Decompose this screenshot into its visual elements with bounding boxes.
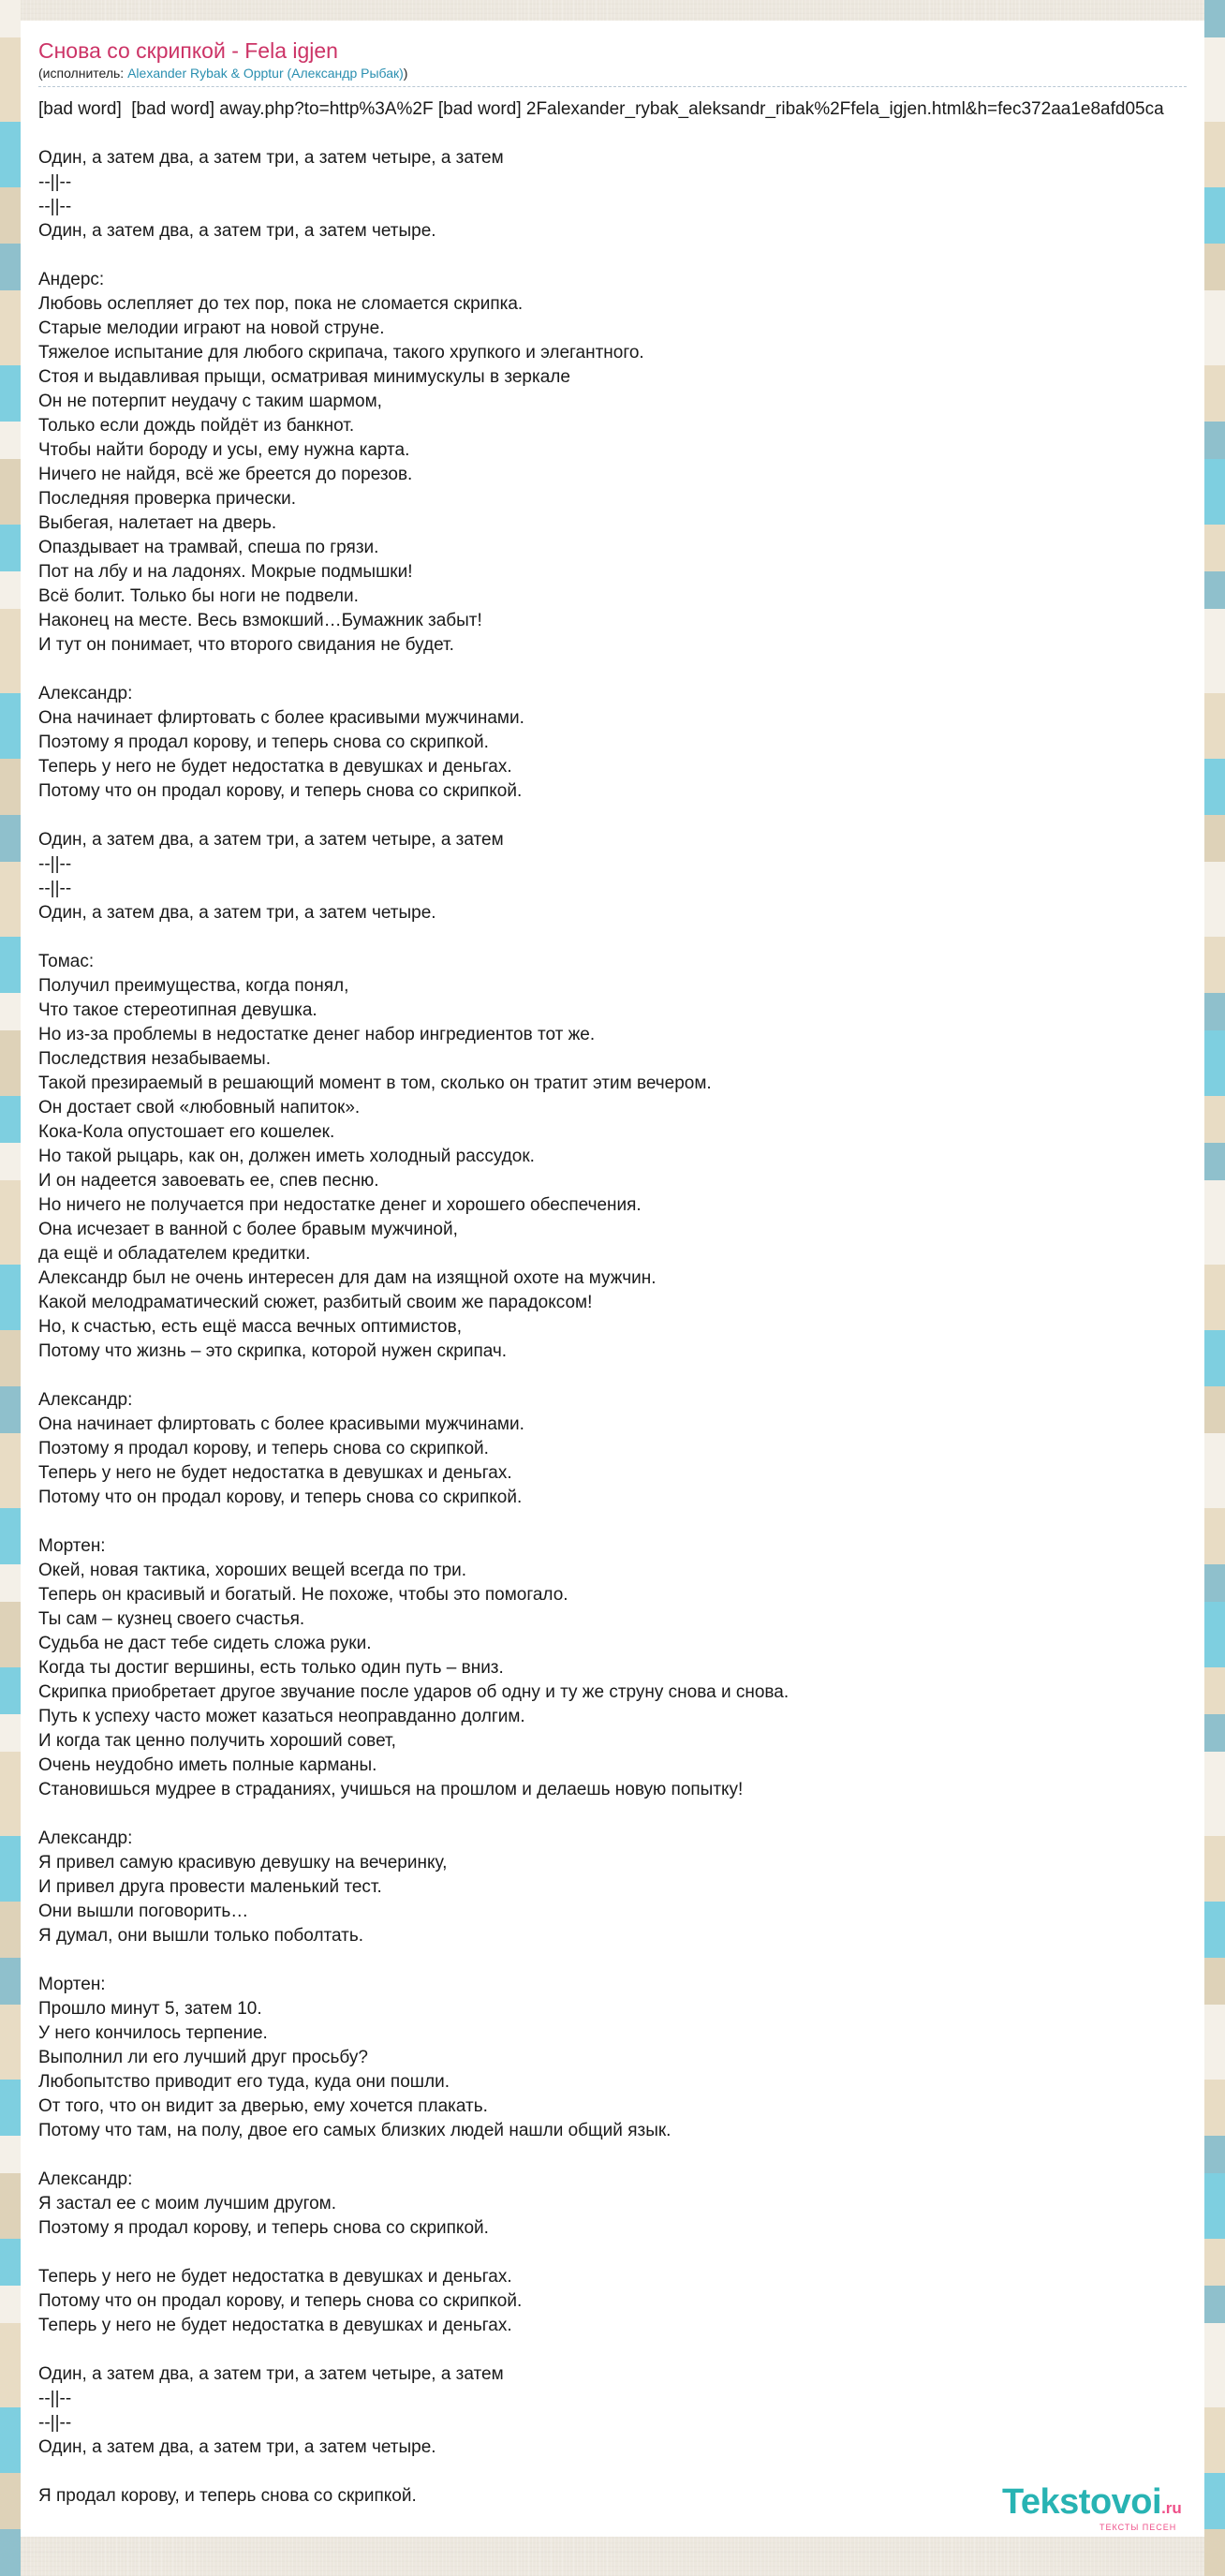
lyrics-line: [bad word] [bad word] away.php?to=http%3A%2F [bad word] 2Falexander_rybak_aleksandr_ribak%2Ffela_igjen.html&h=fec372aa1e8afd05ca	[38, 99, 1164, 119]
lyrics-line: И он надеется завоевать ее, спев песню.	[38, 1171, 379, 1191]
stripe-band	[1204, 0, 1225, 37]
stripe-band	[0, 2136, 21, 2173]
stripe-band	[1204, 1508, 1225, 1564]
lyrics-line: Какой мелодраматический сюжет, разбитый своим же парадоксом!	[38, 1293, 593, 1312]
stripe-band	[1204, 2005, 1225, 2080]
stripe-band	[0, 1030, 21, 1096]
performer-prefix: (исполнитель:	[38, 66, 128, 81]
stripe-band	[1204, 1902, 1225, 1958]
lyrics-line: Александр:	[38, 2169, 133, 2189]
lyrics-line: --||--	[38, 172, 72, 192]
lyrics-line: Они вышли поговорить…	[38, 1902, 249, 1921]
lyrics-line: Всё болит. Только бы ноги не подвели.	[38, 586, 359, 606]
lyrics-line: Потому что он продал корову, и теперь снова со скрипкой.	[38, 2291, 523, 2311]
logo-wordmark: Tekstovoi	[1002, 2482, 1162, 2522]
lyrics-blank-line	[38, 1802, 1204, 1827]
stripe-band	[0, 1958, 21, 2005]
lyrics-line: Теперь у него не будет недостатка в девушках и деньгах.	[38, 757, 512, 777]
lyrics-line: Но такой рыцарь, как он, должен иметь холодный рассудок.	[38, 1147, 535, 1166]
lyrics-blank-line	[38, 2460, 1204, 2484]
lyrics-line: --||--	[38, 879, 72, 898]
lyrics-blank-line	[38, 2338, 1204, 2362]
lyrics-line: --||--	[38, 2389, 72, 2408]
lyrics-line: Стоя и выдавливая прыщи, осматривая минимускулы в зеркале	[38, 367, 570, 387]
lyrics-line: Тяжелое испытание для любого скрипача, такого хрупкого и элегантного.	[38, 343, 644, 363]
lyrics-line: Она начинает флиртовать с более красивыми мужчинами.	[38, 708, 524, 728]
stripe-band	[1204, 1265, 1225, 1330]
logo-tld: .ru	[1161, 2499, 1182, 2517]
stripe-band	[1204, 1180, 1225, 1265]
stripe-band	[1204, 1096, 1225, 1143]
lyrics-line: Кока-Кола опустошает его кошелек.	[38, 1122, 335, 1142]
lyrics-line: Потому что он продал корову, и теперь снова со скрипкой.	[38, 1488, 523, 1507]
stripe-band	[1204, 571, 1225, 609]
lyrics-line: Мортен:	[38, 1536, 106, 1556]
performer-link[interactable]: Alexander Rybak & Opptur (Александр Рыбак)	[127, 66, 404, 81]
lyrics-line: Поэтому я продал корову, и теперь снова со скрипкой.	[38, 2218, 489, 2238]
lyrics-line: Опаздывает на трамвай, спеша по грязи.	[38, 538, 379, 557]
stripe-band	[0, 2286, 21, 2323]
lyrics-line: Потому что жизнь – это скрипка, которой нужен скрипач.	[38, 1341, 508, 1361]
stripe-band	[0, 122, 21, 187]
stripe-band	[0, 1433, 21, 1508]
lyrics-line: И тут он понимает, что второго свидания не будет.	[38, 635, 454, 655]
stripe-band	[0, 1180, 21, 1265]
lyrics-line: Старые мелодии играют на новой струне.	[38, 318, 385, 338]
lyrics-line: Он не потерпит неудачу с таким шармом,	[38, 392, 382, 411]
lyrics-line: Последняя проверка прически.	[38, 489, 297, 509]
lyrics-blank-line	[38, 1948, 1204, 1973]
stripe-band	[1204, 244, 1225, 290]
lyrics-line: Теперь у него не будет недостатка в девушках и деньгах.	[38, 1463, 512, 1483]
lyrics-line: Пот на лбу и на ладонях. Мокрые подмышки!	[38, 562, 413, 582]
lyrics-line: Потому что он продал корову, и теперь снова со скрипкой.	[38, 781, 523, 801]
lyrics-line: Она исчезает в ванной с более бравым мужчиной,	[38, 1220, 458, 1239]
lyrics-line: Путь к успеху часто может казаться неоправданно долгим.	[38, 1707, 525, 1726]
lyrics-line: Я продал корову, и теперь снова со скрипкой.	[38, 2486, 417, 2506]
lyrics-line: Скрипка приобретает другое звучание после ударов об одну и ту же струну снова и снова.	[38, 1682, 790, 1702]
stripe-band	[0, 1265, 21, 1330]
stripe-band	[1204, 1752, 1225, 1836]
stripe-band	[0, 1714, 21, 1752]
lyrics-line: Но из-за проблемы в недостатке денег набор ингредиентов тот же.	[38, 1025, 596, 1044]
lyrics-blank-line	[38, 658, 1204, 682]
stripe-band	[0, 2005, 21, 2080]
lyrics-line: Она начинает флиртовать с более красивыми мужчинами.	[38, 1414, 524, 1434]
lyrics-line: Такой презираемый в решающий момент в том, сколько он тратит этим вечером.	[38, 1073, 712, 1093]
lyrics-line: И привел друга провести маленький тест.	[38, 1877, 382, 1897]
lyrics-line: Наконец на месте. Весь взмокший…Бумажник забыт!	[38, 611, 482, 630]
site-logo[interactable]	[1002, 2484, 1199, 2532]
lyrics-line: Ты сам – кузнец своего счастья.	[38, 1609, 305, 1629]
lyrics-line: Но, к счастью, есть ещё масса вечных оптимистов,	[38, 1317, 462, 1337]
stripe-band	[1204, 937, 1225, 993]
lyrics-line: Александр:	[38, 1390, 133, 1410]
lyrics-line: Окей, новая тактика, хороших вещей всегда по три.	[38, 1561, 467, 1580]
stripe-band	[0, 571, 21, 609]
stripe-band	[1204, 525, 1225, 571]
lyrics-blank-line	[38, 804, 1204, 828]
stripe-band	[0, 2407, 21, 2473]
lyrics-line: Он достает свой «любовный напиток».	[38, 1098, 361, 1118]
stripe-band	[0, 37, 21, 122]
stripe-band	[0, 1564, 21, 1602]
lyrics-line: Судьба не даст тебе сидеть сложа руки.	[38, 1634, 372, 1653]
stripe-band	[1204, 1386, 1225, 1433]
stripe-band	[1204, 2286, 1225, 2323]
lyrics-blank-line	[38, 925, 1204, 950]
stripe-band	[1204, 2136, 1225, 2173]
stripe-band	[0, 1143, 21, 1180]
lyrics-line: Андерс:	[38, 270, 105, 289]
stripe-band	[1204, 1714, 1225, 1752]
stripe-band	[0, 0, 21, 37]
stripe-band	[0, 1096, 21, 1143]
stripe-band	[1204, 609, 1225, 693]
lyrics-line: Только если дождь пойдёт из банкнот.	[38, 416, 355, 436]
stripe-band	[1204, 2473, 1225, 2529]
stripe-band	[0, 1667, 21, 1714]
stripe-band	[1204, 422, 1225, 459]
lyrics-line: Теперь у него не будет недостатка в девушках и деньгах.	[38, 2267, 512, 2287]
lyrics-line: Один, а затем два, а затем три, а затем четыре.	[38, 2437, 436, 2457]
lyrics-line: Александр:	[38, 684, 133, 703]
stripe-band	[1204, 1143, 1225, 1180]
stripe-band	[0, 815, 21, 862]
stripe-band	[0, 459, 21, 525]
lyrics-line: Выполнил ли его лучший друг просьбу?	[38, 2048, 368, 2067]
lyrics-line: Любовь ослепляет до тех пор, пока не сломается скрипка.	[38, 294, 524, 314]
stripe-band	[1204, 1330, 1225, 1386]
stripe-band	[0, 1602, 21, 1667]
lyrics-line: Любопытство приводит его туда, куда они пошли.	[38, 2072, 450, 2092]
lyrics-blank-line	[38, 1510, 1204, 1534]
stripe-band	[0, 1508, 21, 1564]
stripe-band	[1204, 815, 1225, 862]
lyrics-line: да ещё и обладателем кредитки.	[38, 1244, 311, 1264]
lyrics-line: Прошло минут 5, затем 10.	[38, 1999, 262, 2019]
right-decorative-stripes	[1204, 0, 1225, 2557]
lyrics-line: Становишься мудрее в страданиях, учишься на прошлом и делаешь новую попытку!	[38, 1780, 744, 1799]
stripe-band	[0, 2473, 21, 2529]
stripe-band	[1204, 2323, 1225, 2407]
stripe-band	[0, 693, 21, 759]
stripe-band	[0, 2239, 21, 2286]
stripe-band	[0, 2529, 21, 2576]
lyrics-line: И когда так ценно получить хороший совет,	[38, 1731, 396, 1751]
stripe-band	[1204, 1667, 1225, 1714]
stripe-band	[1204, 187, 1225, 244]
stripe-band	[0, 1752, 21, 1836]
lyrics-line: Чтобы найти бороду и усы, ему нужна карта.	[38, 440, 410, 460]
stripe-band	[1204, 862, 1225, 937]
stripe-band	[0, 862, 21, 937]
lyrics-line: Мортен:	[38, 1975, 106, 1994]
lyrics-line: --||--	[38, 197, 72, 216]
stripe-band	[0, 1836, 21, 1902]
stripe-band	[1204, 1958, 1225, 2005]
lyrics-line: Получил преимущества, когда понял,	[38, 976, 349, 996]
stripe-band	[0, 2323, 21, 2407]
lyrics-line: Томас:	[38, 952, 95, 971]
stripe-band	[1204, 2080, 1225, 2136]
stripe-band	[1204, 459, 1225, 525]
lyrics-line: Поэтому я продал корову, и теперь снова со скрипкой.	[38, 1439, 489, 1458]
lyrics-line: Один, а затем два, а затем три, а затем четыре, а затем	[38, 148, 504, 168]
lyrics-line: Ничего не найдя, всё же бреется до порезов.	[38, 465, 413, 484]
lyrics-text	[38, 97, 1204, 2509]
stripe-band	[1204, 1602, 1225, 1667]
stripe-band	[1204, 2407, 1225, 2473]
stripe-band	[0, 187, 21, 244]
lyrics-line: От того, что он видит за дверью, ему хочется плакать.	[38, 2096, 488, 2116]
lyrics-blank-line	[38, 122, 1204, 146]
stripe-band	[1204, 2239, 1225, 2286]
stripe-band	[1204, 759, 1225, 815]
performer-suffix: )	[403, 66, 408, 81]
stripe-band	[0, 1902, 21, 1958]
lyrics-line: Я думал, они вышли только поболтать.	[38, 1926, 364, 1946]
logo-tagline: ТЕКСТЫ ПЕСЕН	[1100, 2523, 1177, 2532]
lyrics-line: Последствия незабываемы.	[38, 1049, 271, 1069]
stripe-band	[1204, 37, 1225, 122]
stripe-band	[0, 2173, 21, 2239]
lyrics-blank-line	[38, 2143, 1204, 2168]
lyrics-line: Теперь он красивый и богатый. Не похоже, чтобы это помогало.	[38, 1585, 568, 1605]
lyrics-line: Александр был не очень интересен для дам на изящной охоте на мужчин.	[38, 1268, 657, 1288]
stripe-band	[0, 525, 21, 571]
stripe-band	[0, 1330, 21, 1386]
lyrics-line: Очень неудобно иметь полные карманы.	[38, 1755, 377, 1775]
lyrics-line: Но ничего не получается при недостатке денег и хорошего обеспечения.	[38, 1195, 642, 1215]
stripe-band	[1204, 122, 1225, 187]
stripe-band	[1204, 1836, 1225, 1902]
stripe-band	[1204, 2529, 1225, 2576]
lyrics-line: Теперь у него не будет недостатка в девушках и деньгах.	[38, 2316, 512, 2335]
stripe-band	[0, 993, 21, 1030]
stripe-band	[0, 2080, 21, 2136]
lyrics-line: Когда ты достиг вершины, есть только один путь – вниз.	[38, 1658, 504, 1678]
lyrics-line: Потому что там, на полу, двое его самых близких людей нашли общий язык.	[38, 2121, 672, 2140]
lyrics-blank-line	[38, 1364, 1204, 1388]
lyrics-blank-line	[38, 244, 1204, 268]
lyrics-line: Что такое стереотипная девушка.	[38, 1000, 317, 1020]
stripe-band	[0, 759, 21, 815]
lyrics-line: Один, а затем два, а затем три, а затем четыре.	[38, 903, 436, 923]
lyrics-blank-line	[38, 2241, 1204, 2265]
lyrics-line: Один, а затем два, а затем три, а затем четыре, а затем	[38, 830, 504, 850]
lyrics-line: Александр:	[38, 1828, 133, 1848]
stripe-band	[0, 609, 21, 693]
left-decorative-stripes	[0, 0, 21, 2557]
lyrics-line: Я привел самую красивую девушку на вечеринку,	[38, 1853, 448, 1873]
song-header	[38, 37, 1187, 87]
lyrics-line: Один, а затем два, а затем три, а затем четыре, а затем	[38, 2364, 504, 2384]
lyrics-card	[21, 21, 1204, 2537]
stripe-band	[1204, 1564, 1225, 1602]
stripe-band	[1204, 290, 1225, 365]
stripe-band	[1204, 993, 1225, 1030]
lyrics-line: Выбегая, налетает на дверь.	[38, 513, 277, 533]
stripe-band	[0, 365, 21, 422]
lyrics-line: У него кончилось терпение.	[38, 2023, 268, 2043]
stripe-band	[0, 422, 21, 459]
stripe-band	[1204, 2173, 1225, 2239]
stripe-band	[1204, 365, 1225, 422]
song-title: Снова со скрипкой - Fela igjen	[38, 38, 338, 63]
stripe-band	[1204, 1433, 1225, 1508]
stripe-band	[1204, 1030, 1225, 1096]
stripe-band	[0, 1386, 21, 1433]
performer-line	[38, 65, 1187, 87]
lyrics-line: Поэтому я продал корову, и теперь снова со скрипкой.	[38, 733, 489, 752]
lyrics-line: Я застал ее с моим лучшим другом.	[38, 2194, 337, 2213]
lyrics-line: --||--	[38, 2413, 72, 2433]
lyrics-line: Один, а затем два, а затем три, а затем четыре.	[38, 221, 436, 241]
stripe-band	[0, 290, 21, 365]
stripe-band	[0, 244, 21, 290]
stripe-band	[0, 937, 21, 993]
stripe-band	[1204, 693, 1225, 759]
lyrics-line: --||--	[38, 854, 72, 874]
